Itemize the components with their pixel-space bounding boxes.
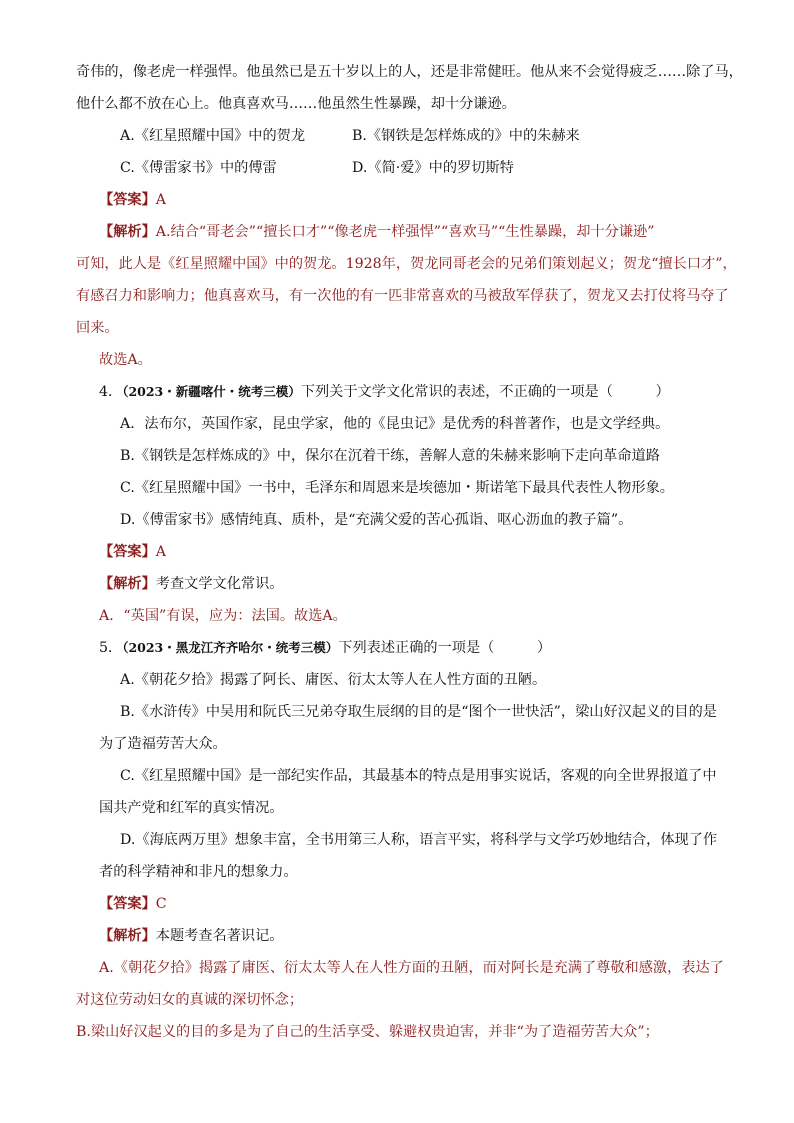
analysis-text: 考查文学文化常识。 [155, 576, 284, 592]
question-5-option-b-line-2: 为了造福劳苦大众。 [99, 736, 227, 752]
analysis-text: A.结合“哥老会”“擅长口才”“像老虎一样强悍”“喜欢马”“生性暴躁，却十分谦逊” [155, 224, 655, 240]
question-3-analysis-line-3: 有感召力和影响力；他真喜欢马，有一次他的有一匹非常喜欢的马被敌军俘获了，贺龙又去打仗将马夺了 [76, 288, 729, 304]
question-3-answer [99, 190, 166, 210]
question-3-analysis-line-1 [99, 222, 655, 242]
question-5-answer [99, 894, 167, 914]
answer-value: A [155, 192, 167, 208]
answer-label: 【答案】 [99, 544, 156, 560]
question-3-analysis-line-2: 可知，此人是《红星照耀中国》中的贺龙。1928年，贺龙同哥老会的兄弟们策划起义；贺龙“擅长口才”， [76, 256, 737, 272]
question-3-option-d: D.《简·爱》中的罗切斯特 [352, 160, 514, 176]
question-number: 4． [99, 384, 123, 400]
answer-value: C [155, 896, 167, 912]
question-4-answer [99, 542, 166, 562]
question-5-analysis [99, 926, 283, 946]
question-source: （2023・黑龙江齐齐哈尔・统考三模） [122, 640, 339, 655]
question-4-option-c: C.《红星照耀中国》一书中，毛泽东和周恩来是埃德加・斯诺笔下最具代表性人物形象。 [120, 480, 674, 496]
question-4-option-b: B.《钢铁是怎样炼成的》中，保尔在沉着干练，善解人意的朱赫来影响下走向革命道路 [120, 448, 660, 464]
answer-label: 【答案】 [99, 192, 156, 208]
question-5-option-a: A.《朝花夕拾》揭露了阿长、庸医、衍太太等人在人性方面的丑陋。 [120, 672, 547, 688]
analysis-label: 【解析】 [99, 928, 156, 944]
answer-value: A [155, 544, 167, 560]
question-5-option-b-line-1: B.《水浒传》中吴用和阮氏三兄弟夺取生辰纲的目的是“图个一世快活”，梁山好汉起义的目的是 [120, 704, 717, 720]
answer-label: 【答案】 [99, 896, 156, 912]
question-5-option-d-line-2: 者的科学精神和非凡的想象力。 [99, 864, 298, 880]
analysis-text: 本题考查名著识记。 [155, 928, 284, 944]
question-3-option-b: B.《钢铁是怎样炼成的》中的朱赫来 [352, 128, 580, 144]
question-4-option-d: D.《傅雷家书》感情纯真、质朴，是“充满父爱的苦心孤诣、呕心沥血的教子篇”。 [120, 512, 633, 528]
question-3-conclusion: 故选A。 [99, 352, 152, 368]
question-5-stem [99, 638, 551, 658]
question-5-option-d-line-1: D.《海底两万里》想象丰富，全书用第三人称，语言平实，将科学与文学巧妙地结合，体现了作 [120, 832, 718, 848]
question-number: 5． [99, 640, 123, 656]
question-4-stem [99, 382, 670, 402]
question-3-text-line-2: 他什么都不放在心上。他真喜欢马……他虽然生性暴躁，却十分谦逊。 [76, 96, 516, 112]
question-3-analysis-line-4: 回来。 [76, 320, 119, 336]
question-3-option-a: A.《红星照耀中国》中的贺龙 [120, 128, 306, 144]
question-3-option-c: C.《傅雷家书》中的傅雷 [120, 160, 277, 176]
question-text: 下列关于文学文化常识的表述，不正确的一项是（ ） [300, 384, 670, 400]
question-4-analysis [99, 574, 283, 594]
analysis-label: 【解析】 [99, 576, 156, 592]
analysis-label: 【解析】 [99, 224, 156, 240]
question-5-detail-a-line-2: 对这位劳动妇女的真诚的深切怀念； [76, 992, 304, 1008]
question-3-text-line-1: 奇伟的，像老虎一样强悍。他虽然已是五十岁以上的人，还是非常健旺。他从来不会觉得疲乏……除了马， [76, 64, 743, 80]
question-4-analysis-detail: A．“英国”有误，应为：法国。故选A。 [99, 608, 347, 624]
question-5-detail-b: B.梁山好汉起义的目的多是为了自己的生活享受、躲避权贵迫害，并非“为了造福劳苦大众”； [76, 1024, 659, 1040]
question-5-option-c-line-1: C.《红星照耀中国》是一部纪实作品，其最基本的特点是用事实说话，客观的向全世界报道了中 [120, 768, 717, 784]
question-text: 下列表述正确的一项是（ ） [338, 640, 552, 656]
question-5-option-c-line-2: 国共产党和红军的真实情况。 [99, 800, 284, 816]
question-5-detail-a-line-1: A.《朝花夕拾》揭露了庸医、衍太太等人在人性方面的丑陋，而对阿长是充满了尊敬和感激，表达了 [99, 960, 724, 976]
question-4-option-a: A．法布尔，英国作家，昆虫学家，他的《昆虫记》是优秀的科普著作，也是文学经典。 [120, 416, 670, 432]
question-source: （2023・新疆喀什・统考三模） [122, 384, 301, 399]
